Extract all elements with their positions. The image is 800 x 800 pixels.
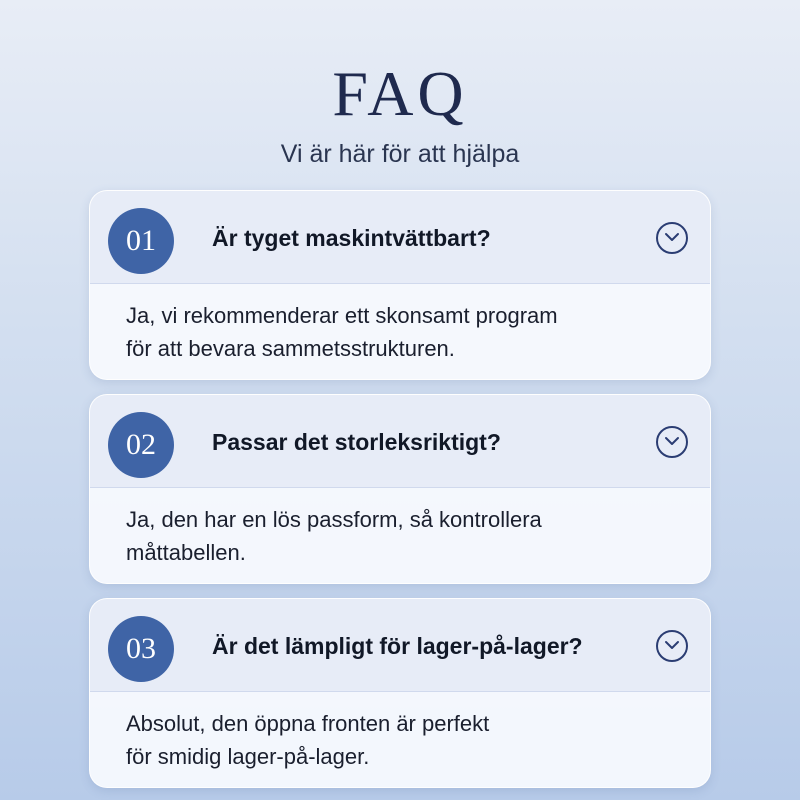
chevron-down-icon[interactable]	[656, 222, 688, 254]
faq-item-01	[89, 190, 711, 380]
chevron-down-icon[interactable]	[656, 630, 688, 662]
faq-question-row-03[interactable]	[90, 599, 710, 692]
faq-item-03	[89, 598, 711, 788]
faq-question: Är tyget maskintvättbart?	[212, 225, 491, 251]
faq-answer: Ja, den har en lös passform, så kontrollera måttabellen.	[126, 507, 542, 565]
faq-question-row-02[interactable]	[90, 395, 710, 488]
faq-list	[89, 190, 711, 788]
faq-question: Passar det storleksriktigt?	[212, 429, 501, 455]
faq-answer: Ja, vi rekommenderar ett skonsamt program för att bevara sammetsstrukturen.	[126, 303, 558, 361]
chevron-down-icon[interactable]	[656, 426, 688, 458]
faq-header	[0, 58, 800, 170]
number-badge: 01	[108, 208, 174, 274]
number-badge: 02	[108, 412, 174, 478]
number-badge: 03	[108, 616, 174, 682]
faq-question: Är det lämpligt för lager-på-lager?	[212, 633, 583, 659]
faq-answer: Absolut, den öppna fronten är perfekt för smidig lager-på-lager.	[126, 711, 490, 769]
faq-question-row-01[interactable]	[90, 191, 710, 284]
page-subtitle: Vi är här för att hjälpa	[280, 140, 520, 168]
page-title: FAQ	[332, 58, 468, 129]
faq-item-02	[89, 394, 711, 584]
